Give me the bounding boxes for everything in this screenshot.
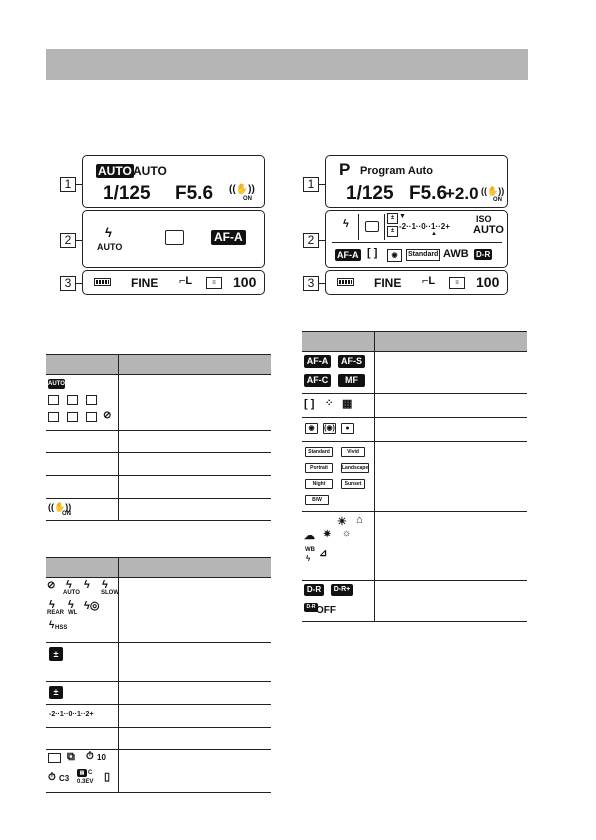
style-landscape: Landscape: [342, 465, 369, 471]
section-header-bar: [46, 49, 528, 80]
auto-mode-icon: AUTO: [48, 381, 65, 387]
single-shot-icon: [48, 753, 61, 763]
wb-flash-icon: ϟ: [306, 554, 311, 563]
scale-pointer-top: ▼: [399, 213, 406, 220]
marker-3: 3: [303, 276, 319, 291]
flash-compensation-icon: ±: [49, 647, 63, 661]
metering-center-icon: (◉): [324, 425, 335, 432]
exposure-compensation: +2.0: [445, 184, 479, 203]
shutter-speed: 1/125: [346, 183, 394, 204]
remote-commander-icon: ▯: [104, 771, 111, 783]
flash-auto-label: AUTO: [63, 590, 80, 596]
scale-pointer-bottom: ▲: [431, 231, 437, 237]
exposure-scale: -2··1··0··1··2+: [49, 711, 94, 718]
table-header: [46, 355, 119, 375]
table-header: [375, 332, 528, 352]
single-shot-icon: [365, 221, 379, 232]
lcd-section-1: [82, 155, 265, 208]
flash-slow-label: SLOW: [101, 590, 119, 596]
lcd-section-3: [82, 270, 265, 295]
scene-macro-icon: [86, 395, 97, 405]
self-timer-icon: ⏱: [86, 751, 94, 762]
wb-fluorescent-icon: ☼: [342, 528, 352, 539]
mf-chip: MF: [338, 374, 365, 387]
marker-1: 1: [303, 177, 319, 192]
table-row: [302, 581, 527, 622]
flash-icon: ϟ: [343, 218, 349, 230]
table-header: [119, 355, 272, 375]
creative-style-box: Standard: [406, 249, 440, 261]
table-shooting-settings: [302, 331, 527, 622]
flash-wireless-icon: ϟ: [68, 599, 74, 611]
flash-hss-label: HSS: [55, 625, 68, 631]
flash-hss-icon: ϟ: [49, 620, 55, 631]
memory-card-icon: ≡: [206, 277, 222, 289]
af-a-chip: AF-A: [304, 355, 331, 368]
shutter-speed: 1/125: [103, 183, 151, 204]
af-c-chip: AF-C: [304, 374, 331, 387]
flash-off-icon: ⊘: [47, 580, 56, 591]
table-row: [46, 682, 271, 705]
image-size-icon: ⌐L: [179, 275, 193, 287]
exposure-comp-icon: ±: [387, 226, 398, 237]
dro-badge: D-R: [476, 250, 491, 259]
flash-off-icon: ⊘: [103, 410, 112, 421]
steadyshot-on-label: ON: [62, 511, 71, 517]
bracket-icon: ▤: [77, 769, 87, 777]
battery-icon: [337, 278, 354, 286]
table-flash-drive: [46, 557, 271, 793]
self-timer-continuous-icon: ⏱: [48, 772, 56, 783]
table-row: [302, 442, 527, 512]
steadyshot-icon: ((✋)): [229, 184, 255, 195]
flash-rear-label: REAR: [47, 610, 65, 616]
table-row: [302, 352, 527, 394]
flash-slow-sync-icon: ϟ: [102, 579, 108, 591]
remaining-shots: 100: [476, 274, 500, 290]
exposure-compensation-icon: ±: [49, 686, 63, 699]
scene-sports-icon: [48, 412, 59, 422]
flash-comp-icon: ±: [387, 213, 398, 224]
table-row: [46, 728, 271, 750]
aperture-value: F5.6: [175, 183, 214, 204]
divider: [358, 214, 359, 240]
mode-badge: AUTO: [98, 164, 132, 178]
steadyshot-icon: ((✋)): [481, 186, 505, 196]
lcd-section-2: [82, 210, 265, 268]
scene-sunset-icon: [67, 412, 78, 422]
metering-multi-icon: ◉: [305, 423, 318, 434]
flash-mode-label: AUTO: [97, 242, 123, 252]
marker-3: 3: [60, 276, 76, 291]
table-row: [46, 750, 271, 793]
table-row: [302, 394, 527, 418]
steadyshot-icon: ((✋)): [48, 502, 72, 512]
battery-icon: [94, 278, 111, 286]
table-display-auto: [46, 354, 271, 521]
flash-icon: ϟ: [105, 225, 112, 240]
table-row: [302, 512, 527, 581]
dro-off-prefix: D-R: [304, 603, 318, 612]
style-sunset: Sunset: [341, 479, 365, 489]
table-row: [46, 578, 271, 643]
divider: [384, 214, 385, 240]
mode-text: Program Auto: [360, 165, 433, 177]
memory-card-icon: ≡: [449, 277, 465, 289]
flash-red-eye-icon: ϟ◎: [84, 600, 100, 612]
iso-label: ISO: [476, 214, 492, 224]
wb-custom-icon: ⊿: [319, 548, 328, 559]
image-size-icon: ⌐L: [422, 275, 436, 287]
wb-flash-label: WB: [305, 547, 315, 553]
af-s-chip: AF-S: [338, 355, 365, 368]
table-row: [46, 476, 271, 499]
af-area-local-icon: ▦: [342, 398, 353, 410]
single-shot-icon: [165, 230, 184, 245]
metering-spot-icon: ●: [341, 423, 354, 434]
style-standard: Standard: [305, 447, 333, 457]
style-vivid: Vivid: [341, 447, 365, 457]
steadyshot-on-label: ON: [243, 196, 252, 202]
lcd-section-2: [325, 210, 508, 268]
dro-off-label: OFF: [316, 605, 336, 616]
marker-2: 2: [60, 233, 76, 248]
table-row: [46, 705, 271, 728]
af-area-wide-icon: [ ]: [304, 398, 315, 410]
iso-value: AUTO: [473, 224, 504, 236]
aperture-value: F5.6: [409, 183, 448, 204]
exposure-scale: -2··1··0··1··2+: [399, 222, 450, 231]
table-row: [46, 499, 271, 521]
mode-text: AUTO: [133, 164, 167, 178]
bracket-c-label: C: [88, 770, 93, 776]
table-row: [302, 418, 527, 442]
quality-label: FINE: [374, 276, 402, 290]
table-header: [46, 558, 119, 578]
flash-fill-icon: ϟ: [84, 579, 90, 591]
bracket-value: 0.3EV: [77, 779, 94, 785]
flash-rear-icon: ϟ: [49, 599, 55, 611]
style-bw: B/W: [305, 495, 329, 505]
divider: [332, 242, 502, 243]
table-row: [46, 431, 271, 453]
continuous-shot-icon: ⧉: [67, 751, 75, 763]
mode-letter: P: [339, 160, 351, 179]
wb-tungsten-icon: ✷: [323, 529, 332, 540]
scene-night-portrait-icon: [86, 412, 97, 422]
table-header: [302, 332, 375, 352]
self-timer-c3-label: C3: [59, 774, 70, 783]
wb-shade-icon: ⌂: [356, 514, 363, 526]
white-balance-label: AWB: [443, 248, 469, 260]
af-area-spot-icon: ⁘: [325, 398, 334, 409]
self-timer-10-label: 10: [97, 753, 106, 762]
scene-landscape-icon: [67, 395, 78, 405]
quality-label: FINE: [131, 276, 159, 290]
af-mode-badge: AF-A: [211, 230, 246, 245]
style-night: Night: [305, 479, 333, 489]
table-row: [46, 375, 271, 431]
remaining-shots: 100: [233, 274, 257, 290]
steadyshot-on-label: ON: [493, 197, 502, 203]
marker-2: 2: [303, 233, 319, 248]
dro-standard-chip: D-R: [304, 584, 324, 596]
scene-portrait-icon: [48, 395, 59, 405]
flash-auto-icon: ϟ: [66, 579, 72, 591]
dro-advanced-chip: D-R+: [331, 584, 353, 596]
wb-cloudy-icon: ☁: [304, 530, 315, 542]
af-area-icon: [ ]: [367, 247, 378, 259]
table-header: [119, 558, 272, 578]
marker-1: 1: [60, 177, 76, 192]
lcd-section-1: [325, 155, 508, 208]
table-row: [46, 643, 271, 682]
style-portrait: Portrait: [305, 463, 333, 473]
table-row: [46, 453, 271, 476]
lcd-section-3: [325, 270, 508, 295]
flash-wl-label: WL: [68, 610, 78, 616]
wb-daylight-icon: ☀: [337, 516, 347, 528]
af-mode-badge: AF-A: [337, 250, 359, 260]
metering-icon: ◉: [387, 249, 402, 262]
